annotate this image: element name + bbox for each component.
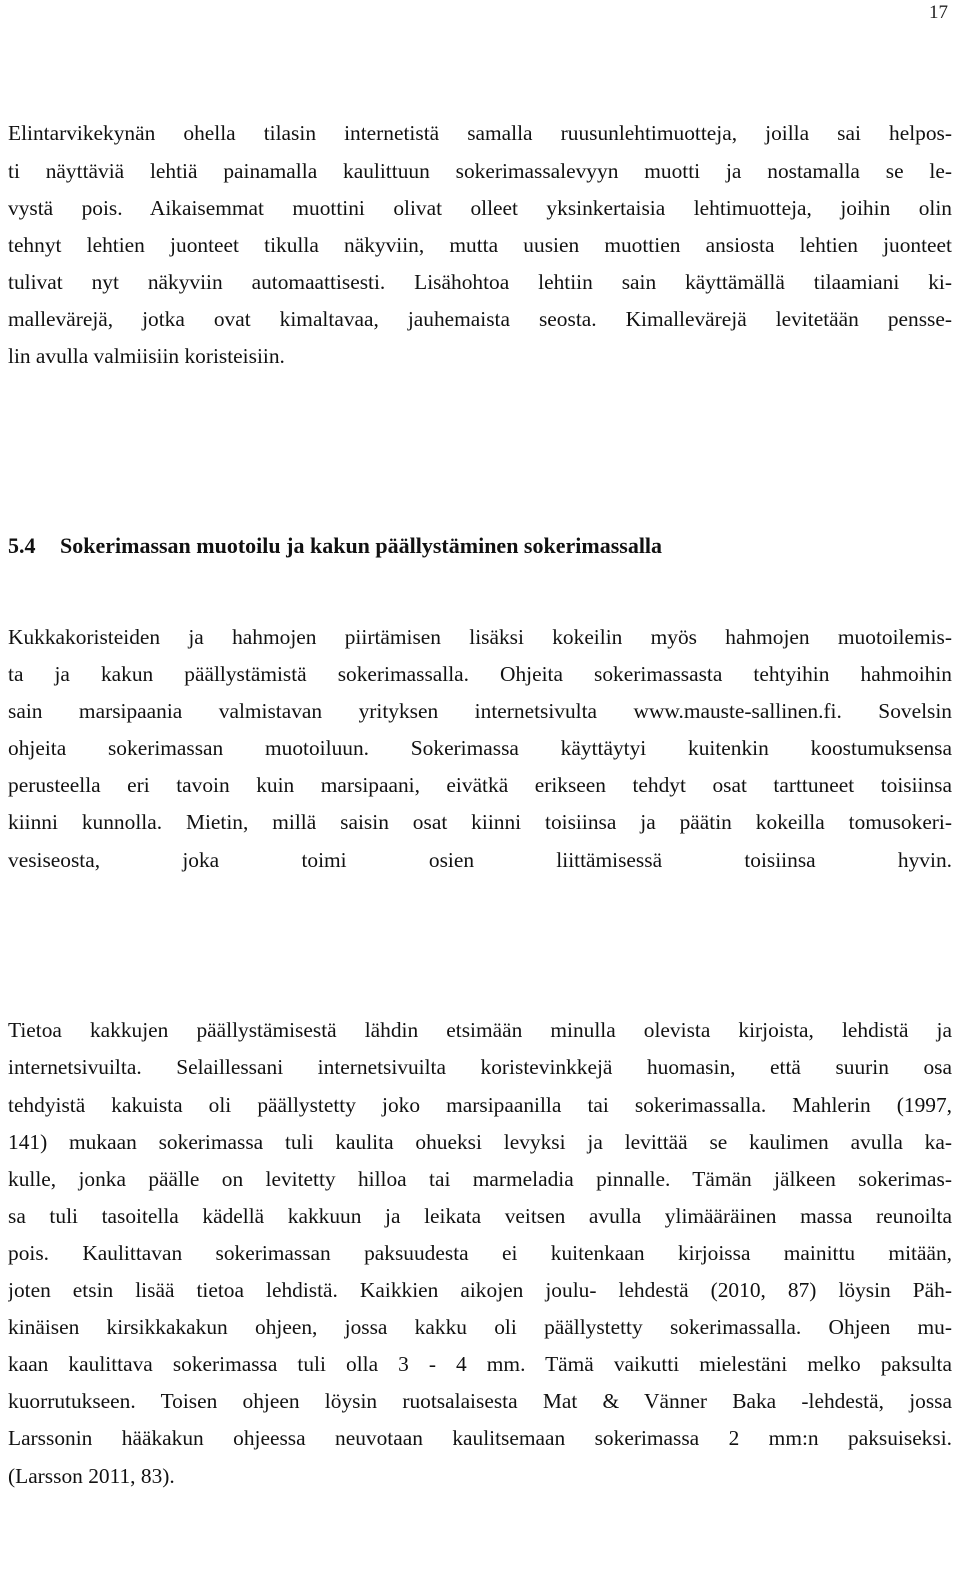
text-line: perusteella eri tavoin kuin marsipaani, eivätkä erikseen tehdyt osat tarttuneet toisiinsa [8, 773, 952, 797]
text-line: vesiseosta, joka toimi osien liittämisessä toisiinsa hyvin. [8, 848, 952, 872]
text-line: Elintarvikekynän ohella tilasin internetistä samalla ruusunlehtimuotteja, joilla sai helpos- [8, 121, 952, 145]
text-line: ta ja kakun päällystämistä sokerimassalla. Ohjeita sokerimassasta tehtyihin hahmoihin [8, 662, 952, 686]
text-line: vystä pois. Aikaisemmat muottini olivat olleet yksinkertaisia lehtimuotteja, joihin olin [8, 196, 952, 220]
section-number: 5.4 [8, 533, 36, 558]
text-line: kulle, jonka päälle on levitetty hilloa tai marmeladia pinnalle. Tämän jälkeen sokerimas- [8, 1167, 952, 1191]
text-line: sain marsipaania valmistavan yrityksen internetsivulta www.mauste-sallinen.fi. Sovelsin [8, 699, 952, 723]
text-line: ti näyttäviä lehtiä painamalla kaulittuun sokerimassalevyyn muotti ja nostamalla se le- [8, 159, 952, 183]
text-line: kiinni kunnolla. Mietin, millä saisin osat kiinni toisiinsa ja päätin kokeilla tomusokeri- [8, 810, 952, 834]
text-line: Kukkakoristeiden ja hahmojen piirtämisen lisäksi kokeilin myös hahmojen muotoilemis- [8, 625, 952, 649]
text-line: Larssonin hääkakun ohjeessa neuvotaan kaulitsemaan sokerimassa 2 mm:n paksuiseksi. [8, 1426, 952, 1450]
text-line: (Larsson 2011, 83). [8, 1464, 175, 1488]
text-line: lin avulla valmiisiin koristeisiin. [8, 344, 285, 368]
section-heading [8, 531, 662, 561]
text-line: mallevärejä, jotka ovat kimaltavaa, jauhemaista seosta. Kimallevärejä levitetään pensse- [8, 307, 952, 331]
text-line: sa tuli tasoitella kädellä kakkuun ja leikata veitsen avulla ylimääräinen massa reunoilta [8, 1204, 952, 1228]
text-line: ohjeita sokerimassan muotoiluun. Sokerimassa käyttäytyi kuitenkin koostumuksensa [8, 736, 952, 760]
text-line: kinäisen kirsikkakakun ohjeen, jossa kakku oli päällystetty sokerimassalla. Ohjeen mu- [8, 1315, 952, 1339]
text-line: tulivat nyt näkyviin automaattisesti. Lisähohtoa lehtiin sain käyttämällä tilaamiani ki- [8, 270, 952, 294]
section-title: Sokerimassan muotoilu ja kakun päällystäminen sokerimassalla [60, 533, 663, 558]
page-number: 17 [929, 2, 948, 23]
text-line: internetsivuilta. Selaillessani internetsivuilta koristevinkkejä huomasin, että suurin osa [8, 1055, 952, 1079]
text-line: kuorrutukseen. Toisen ohjeen löysin ruotsalaisesta Mat & Vänner Baka -lehdestä, jossa [8, 1389, 952, 1413]
text-line: joten etsin lisää tietoa lehdistä. Kaikkien aikojen joulu- lehdestä (2010, 87) löysin Päh- [8, 1278, 952, 1302]
text-line: pois. Kaulittavan sokerimassan paksuudesta ei kuitenkaan kirjoissa mainittu mitään, [8, 1241, 952, 1265]
text-line: kaan kaulittava sokerimassa tuli olla 3 - 4 mm. Tämä vaikutti mielestäni melko paksulta [8, 1352, 952, 1376]
text-line: tehnyt lehtien juonteet tikulla näkyviin, mutta uusien muottien ansiosta lehtien juonteet [8, 233, 952, 257]
text-line: Tietoa kakkujen päällystämisestä lähdin etsimään minulla olevista kirjoista, lehdistä ja [8, 1018, 952, 1042]
text-line: 141) mukaan sokerimassa tuli kaulita ohueksi levyksi ja levittää se kaulimen avulla ka- [8, 1130, 952, 1154]
text-line: tehdyistä kakuista oli päällystetty joko marsipaanilla tai sokerimassalla. Mahlerin (1997, [8, 1093, 952, 1117]
